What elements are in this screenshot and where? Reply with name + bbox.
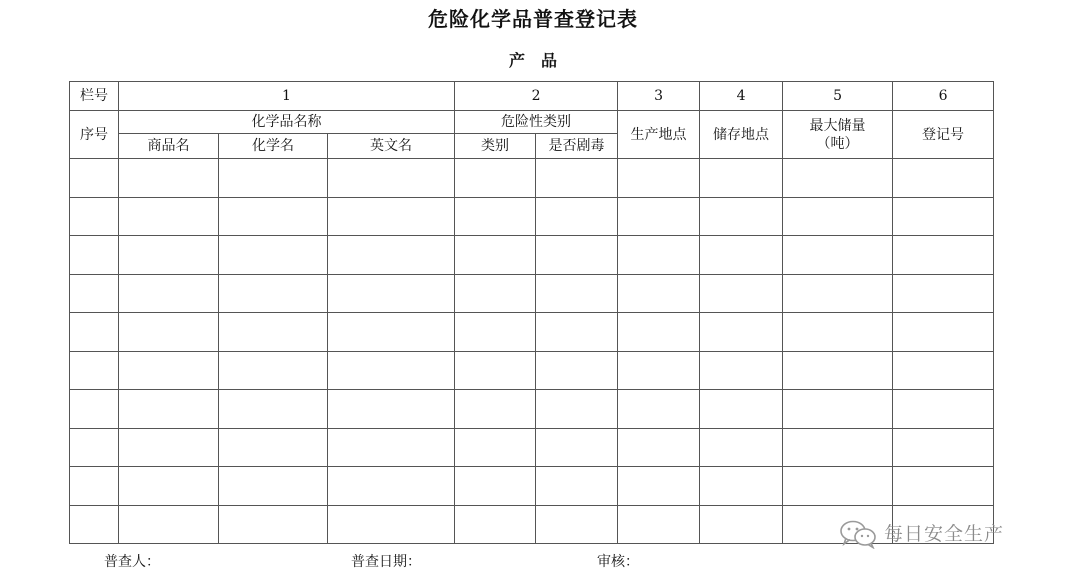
inspector-label: 普查人： — [104, 554, 160, 570]
column-number-5: 5 — [783, 82, 893, 111]
blank-cell[interactable] — [700, 351, 783, 390]
storage-site-header: 储存地点 — [700, 111, 783, 159]
table-row — [70, 313, 994, 352]
blank-cell[interactable] — [783, 274, 893, 313]
blank-cell[interactable] — [536, 274, 618, 313]
wechat-icon — [838, 519, 880, 549]
blank-cell[interactable] — [618, 390, 700, 429]
blank-cell[interactable] — [119, 313, 219, 352]
blank-cell[interactable] — [119, 236, 219, 275]
blank-cell[interactable] — [328, 197, 455, 236]
blank-cell[interactable] — [119, 390, 219, 429]
blank-cell[interactable] — [783, 467, 893, 506]
trade-name-header: 商品名 — [119, 134, 219, 159]
blank-cell[interactable] — [893, 274, 994, 313]
blank-cell[interactable] — [119, 505, 219, 544]
column-number-6: 6 — [893, 82, 994, 111]
blank-cell[interactable] — [119, 428, 219, 467]
blank-cell[interactable] — [536, 236, 618, 275]
blank-cell[interactable] — [219, 428, 328, 467]
blank-cell[interactable] — [219, 159, 328, 198]
serial-number-header: 序号 — [70, 111, 119, 159]
blank-cell[interactable] — [783, 390, 893, 429]
blank-cell[interactable] — [219, 390, 328, 429]
blank-cell[interactable] — [783, 313, 893, 352]
blank-cell[interactable] — [536, 197, 618, 236]
table-row — [70, 197, 994, 236]
blank-cell[interactable] — [893, 236, 994, 275]
blank-cell[interactable] — [893, 428, 994, 467]
blank-cell[interactable] — [328, 428, 455, 467]
max-storage-unit: （吨） — [816, 135, 859, 152]
blank-cell[interactable] — [893, 467, 994, 506]
blank-cell[interactable] — [618, 505, 700, 544]
blank-cell[interactable] — [70, 390, 119, 429]
blank-cell[interactable] — [455, 428, 536, 467]
blank-cell[interactable] — [536, 313, 618, 352]
blank-cell[interactable] — [70, 428, 119, 467]
blank-cell[interactable] — [328, 236, 455, 275]
blank-cell[interactable] — [328, 313, 455, 352]
blank-cell[interactable] — [455, 236, 536, 275]
table-body — [70, 159, 994, 544]
blank-cell[interactable] — [536, 505, 618, 544]
blank-cell[interactable] — [119, 351, 219, 390]
blank-cell[interactable] — [219, 467, 328, 506]
blank-cell[interactable] — [328, 351, 455, 390]
table-row — [70, 390, 994, 429]
blank-cell[interactable] — [700, 505, 783, 544]
blank-cell[interactable] — [700, 313, 783, 352]
english-name-header: 英文名 — [328, 134, 455, 159]
blank-cell[interactable] — [455, 197, 536, 236]
column-number-2: 2 — [455, 82, 618, 111]
inspection-date-label: 普查日期： — [351, 554, 421, 570]
table-row — [70, 428, 994, 467]
blank-cell[interactable] — [455, 313, 536, 352]
blank-cell[interactable] — [783, 159, 893, 198]
blank-cell[interactable] — [70, 236, 119, 275]
blank-cell[interactable] — [119, 467, 219, 506]
group-header-row — [70, 111, 994, 134]
blank-cell[interactable] — [70, 313, 119, 352]
blank-cell[interactable] — [536, 428, 618, 467]
blank-cell[interactable] — [700, 236, 783, 275]
production-site-header: 生产地点 — [618, 111, 700, 159]
blank-cell[interactable] — [70, 197, 119, 236]
blank-cell[interactable] — [783, 428, 893, 467]
blank-cell[interactable] — [893, 197, 994, 236]
blank-cell[interactable] — [219, 313, 328, 352]
blank-cell[interactable] — [70, 467, 119, 506]
blank-cell[interactable] — [783, 236, 893, 275]
form-title: 危险化学品普查登记表 — [428, 7, 638, 31]
blank-cell[interactable] — [618, 467, 700, 506]
blank-cell[interactable] — [219, 236, 328, 275]
hazard-category-group-header: 危险性类别 — [455, 111, 618, 134]
blank-cell[interactable] — [455, 351, 536, 390]
column-number-label: 栏号 — [70, 82, 119, 111]
category-header: 类别 — [455, 134, 536, 159]
blank-cell[interactable] — [119, 159, 219, 198]
blank-cell[interactable] — [618, 274, 700, 313]
reviewer-label: 审核： — [597, 554, 639, 570]
blank-cell[interactable] — [70, 159, 119, 198]
highly-toxic-header: 是否剧毒 — [536, 134, 618, 159]
table-row — [70, 467, 994, 506]
blank-cell[interactable] — [70, 351, 119, 390]
form-subtitle: 产 品 — [508, 51, 557, 70]
blank-cell[interactable] — [328, 467, 455, 506]
blank-cell[interactable] — [893, 351, 994, 390]
blank-cell[interactable] — [455, 159, 536, 198]
watermark — [838, 519, 1004, 549]
blank-cell[interactable] — [328, 274, 455, 313]
blank-cell[interactable] — [119, 274, 219, 313]
blank-cell[interactable] — [219, 505, 328, 544]
column-number-1: 1 — [119, 82, 455, 111]
table-row — [70, 274, 994, 313]
registration-number-header: 登记号 — [893, 111, 994, 159]
max-storage-label: 最大储量 — [809, 117, 866, 134]
blank-cell[interactable] — [700, 197, 783, 236]
blank-cell[interactable] — [618, 236, 700, 275]
blank-cell[interactable] — [700, 428, 783, 467]
column-number-4: 4 — [700, 82, 783, 111]
table-row — [70, 159, 994, 198]
blank-cell[interactable] — [783, 197, 893, 236]
table-row — [70, 236, 994, 275]
chemical-name-group-header: 化学品名称 — [119, 111, 455, 134]
blank-cell[interactable] — [328, 390, 455, 429]
blank-cell[interactable] — [219, 197, 328, 236]
blank-cell[interactable] — [219, 351, 328, 390]
blank-cell[interactable] — [328, 505, 455, 544]
max-storage-header — [783, 111, 893, 159]
blank-cell[interactable] — [536, 159, 618, 198]
blank-cell[interactable] — [536, 467, 618, 506]
blank-cell[interactable] — [618, 159, 700, 198]
registration-table — [69, 81, 994, 544]
table-row — [70, 351, 994, 390]
blank-cell[interactable] — [700, 159, 783, 198]
blank-cell[interactable] — [455, 390, 536, 429]
blank-cell[interactable] — [893, 313, 994, 352]
blank-cell[interactable] — [70, 274, 119, 313]
blank-cell[interactable] — [700, 467, 783, 506]
blank-cell[interactable] — [618, 428, 700, 467]
blank-cell[interactable] — [893, 159, 994, 198]
blank-cell[interactable] — [618, 313, 700, 352]
blank-cell[interactable] — [70, 505, 119, 544]
blank-cell[interactable] — [455, 467, 536, 506]
blank-cell[interactable] — [618, 197, 700, 236]
column-number-row — [70, 82, 994, 111]
blank-cell[interactable] — [455, 505, 536, 544]
blank-cell[interactable] — [119, 197, 219, 236]
chemical-name-header: 化学名 — [219, 134, 328, 159]
blank-cell[interactable] — [893, 390, 994, 429]
blank-cell[interactable] — [536, 351, 618, 390]
blank-cell[interactable] — [700, 390, 783, 429]
blank-cell[interactable] — [328, 159, 455, 198]
blank-cell[interactable] — [783, 351, 893, 390]
blank-cell[interactable] — [700, 274, 783, 313]
watermark-text: 每日安全生产 — [884, 523, 1005, 545]
blank-cell[interactable] — [618, 351, 700, 390]
blank-cell[interactable] — [219, 274, 328, 313]
column-number-3: 3 — [618, 82, 700, 111]
blank-cell[interactable] — [455, 274, 536, 313]
blank-cell[interactable] — [536, 390, 618, 429]
